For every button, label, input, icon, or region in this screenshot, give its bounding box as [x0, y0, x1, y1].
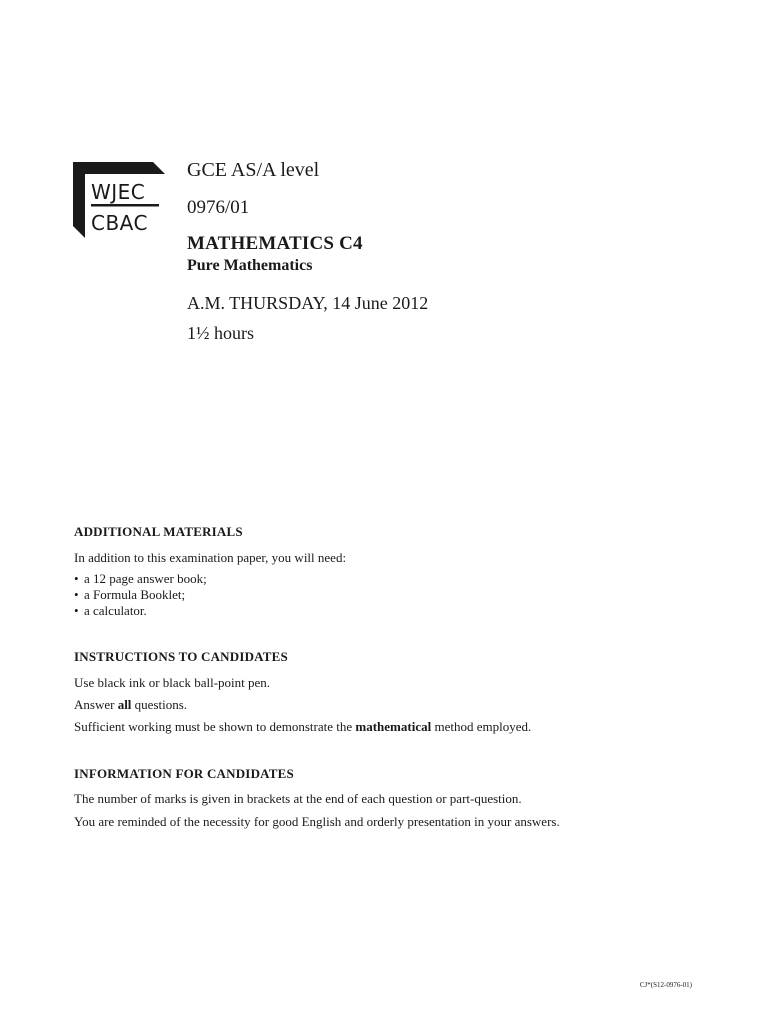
- bullet-icon: •: [74, 587, 79, 602]
- instructions-heading: INSTRUCTIONS TO CANDIDATES: [74, 649, 288, 664]
- additional-materials-section: [74, 525, 714, 620]
- additional-materials-heading: ADDITIONAL MATERIALS: [74, 524, 243, 539]
- list-item-text: a Formula Booklet;: [84, 587, 186, 602]
- information-heading: INFORMATION FOR CANDIDATES: [74, 766, 294, 781]
- logo-wjec-text: WJEC: [91, 180, 146, 204]
- list-item-text: a 12 page answer book;: [84, 571, 207, 586]
- additional-materials-intro: In addition to this examination paper, you will need:: [74, 550, 347, 565]
- list-item: [74, 588, 714, 601]
- logo-cbac-text: CBAC: [91, 211, 148, 235]
- list-item: [74, 572, 714, 585]
- information-section: [74, 767, 714, 838]
- instruction-answer-all: [74, 698, 714, 711]
- exam-duration: 1½ hours: [187, 323, 254, 343]
- paper-code: 0976/01: [187, 197, 250, 218]
- exam-level: GCE AS/A level: [187, 159, 320, 181]
- bullet-icon: •: [74, 571, 79, 586]
- instruction-working: [74, 720, 714, 733]
- instruction-text: questions.: [131, 697, 188, 712]
- instruction-text: Sufficient working must be shown to demonstrate the: [74, 719, 356, 734]
- wjec-cbac-logo: [73, 162, 165, 238]
- list-item-text: a calculator.: [84, 603, 147, 618]
- instructions-section: [74, 650, 714, 742]
- instruction-emphasis: all: [117, 697, 132, 712]
- exam-date: A.M. THURSDAY, 14 June 2012: [187, 293, 429, 313]
- bullet-icon: •: [74, 603, 79, 618]
- instruction-text: method employed.: [431, 719, 532, 734]
- information-presentation: You are reminded of the necessity for good English and orderly presentation in your answers.: [74, 814, 560, 829]
- instruction-ink: Use black ink or black ball-point pen.: [74, 675, 271, 690]
- subject-title: MATHEMATICS C4: [187, 233, 363, 254]
- instruction-emphasis: mathematical: [355, 719, 432, 734]
- materials-list: [74, 572, 714, 617]
- instruction-text: Answer: [74, 697, 118, 712]
- subject-subtitle: Pure Mathematics: [187, 257, 313, 274]
- information-marks: The number of marks is given in brackets at the end of each question or part-question.: [74, 791, 522, 806]
- paper-reference-code: CJ*(S12-0976-01): [639, 981, 692, 989]
- list-item: [74, 604, 714, 617]
